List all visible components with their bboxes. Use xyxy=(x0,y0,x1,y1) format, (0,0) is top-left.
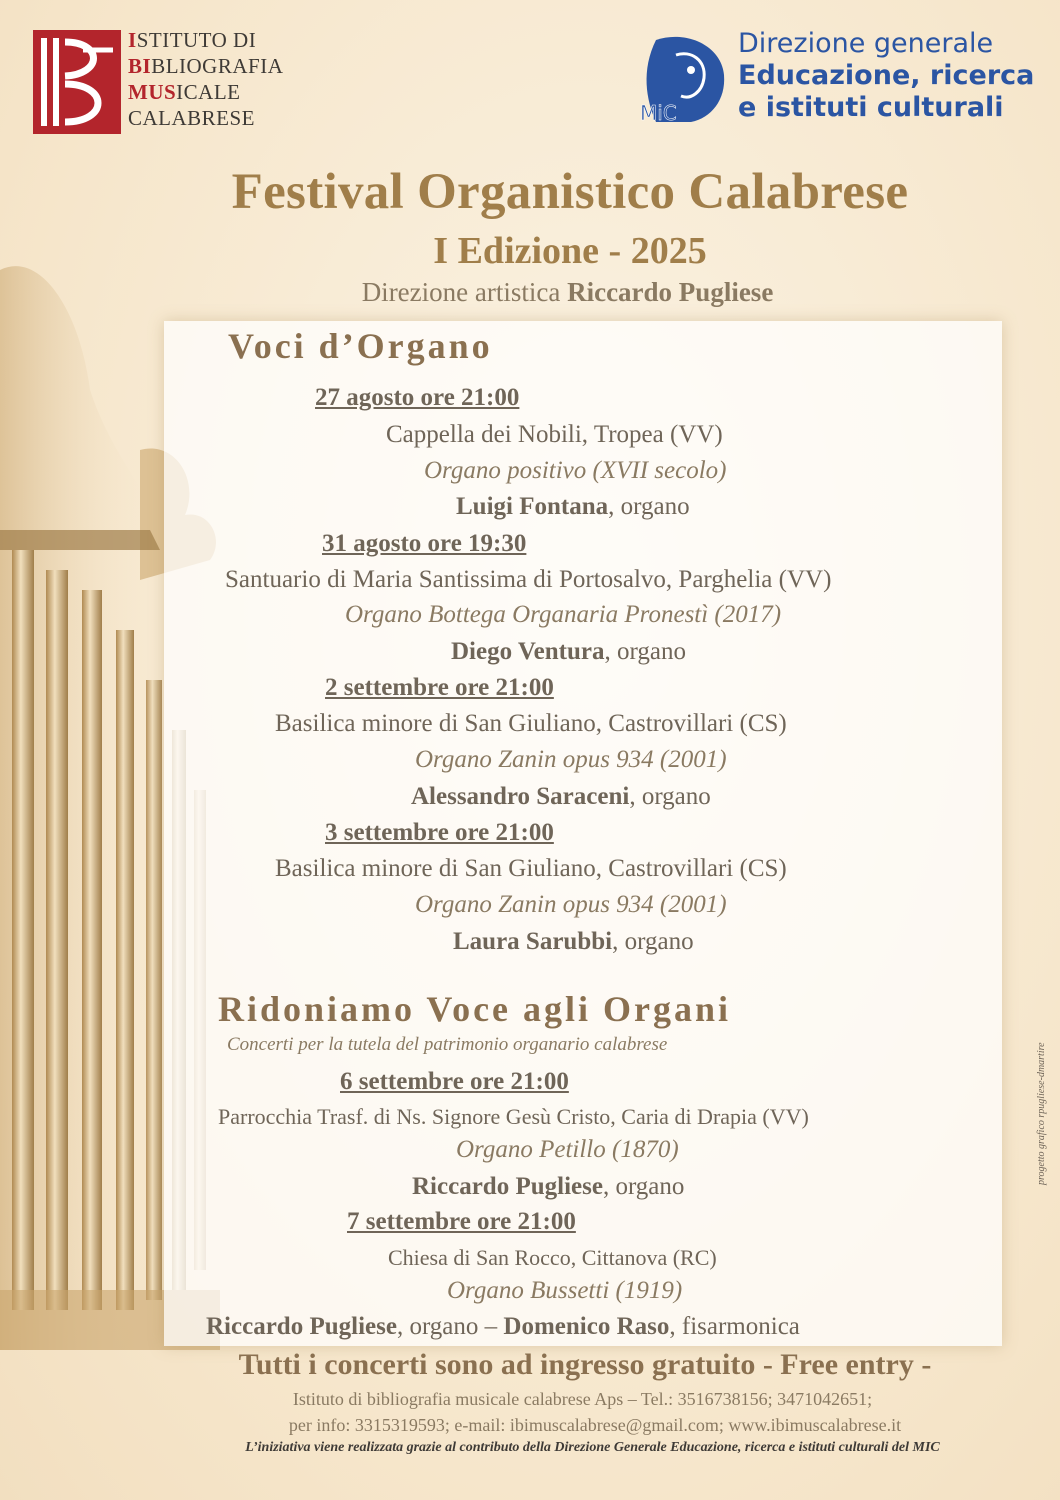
performer-name: Alessandro Saraceni xyxy=(411,783,630,810)
ibmc-initial: I xyxy=(128,28,137,52)
contact-line: Istituto di bibliografia musicale calabrese Aps – Tel.: 3516738156; 3471042651; xyxy=(292,1389,873,1409)
mic-logo xyxy=(636,30,730,124)
performer-name: Diego Ventura xyxy=(451,638,605,665)
performer-name: Riccardo Pugliese xyxy=(206,1313,397,1340)
concert-date: 27 agosto ore 21:00 xyxy=(315,384,520,411)
performer-name: Riccardo Pugliese xyxy=(412,1173,603,1200)
ibmc-line-2: BIBLIOGRAFIA xyxy=(128,54,284,78)
concert-date: 6 settembre ore 21:00 xyxy=(340,1068,569,1095)
concert-venue: Basilica minore di San Giuliano, Castrovillari (CS) xyxy=(275,710,787,737)
section-subtitle: Concerti per la tutela del patrimonio organario calabrese xyxy=(227,1034,668,1055)
concert-organ: Organo Zanin opus 934 (2001) xyxy=(415,746,727,773)
mic-badge: MiC xyxy=(640,101,677,124)
performer-role: , organo xyxy=(629,783,711,810)
concert-performer xyxy=(411,783,711,811)
festival-title: Festival Organistico Calabrese xyxy=(231,164,909,220)
concert-organ: Organo Bottega Organaria Pronestì (2017) xyxy=(345,601,782,628)
mic-name xyxy=(738,28,1034,124)
design-credit: progetto grafico rpugliese-dmartire xyxy=(1036,1042,1047,1185)
performer-role: , organo xyxy=(604,638,686,665)
performer-name-2: Domenico Raso xyxy=(503,1313,670,1340)
concert-venue: Parrocchia Trasf. di Ns. Signore Gesù Cristo, Caria di Drapia (VV) xyxy=(218,1104,809,1129)
concert-venue: Chiesa di San Rocco, Cittanova (RC) xyxy=(388,1245,717,1270)
concert-venue: Santuario di Maria Santissima di Portosalvo, Parghelia (VV) xyxy=(225,566,832,593)
concert-date: 3 settembre ore 21:00 xyxy=(325,819,554,846)
section-title-ridoniamo: Ridoniamo Voce agli Organi xyxy=(218,989,732,1029)
ibmc-name xyxy=(128,27,283,131)
concert-venue: Cappella dei Nobili, Tropea (VV) xyxy=(386,421,723,448)
concert-date: 31 agosto ore 19:30 xyxy=(322,530,527,557)
ibmc-line-4: CALABRESE xyxy=(128,106,256,130)
ibmc-line-1: ISTITUTO DI xyxy=(128,28,257,52)
director-name: Riccardo Pugliese xyxy=(567,277,774,307)
ibmc-initial: MUS xyxy=(128,80,177,104)
concert-venue: Basilica minore di San Giuliano, Castrovillari (CS) xyxy=(275,855,787,882)
info-line: per info: 3315319593; e-mail: ibimuscalabrese@gmail.com; www.ibimuscalabrese.it xyxy=(288,1415,902,1435)
performer-role: , organo xyxy=(612,928,694,955)
mic-line-1: Direzione generale xyxy=(738,28,994,59)
mic-line-3: e istituti culturali xyxy=(738,92,1004,123)
concert-performer xyxy=(451,638,686,666)
concert-performer xyxy=(206,1313,800,1341)
concert-organ: Organo Bussetti (1919) xyxy=(447,1277,683,1304)
performer-role: , organo xyxy=(608,493,690,520)
ibmc-initial: BI xyxy=(128,54,152,78)
concert-organ: Organo Petillo (1870) xyxy=(456,1136,679,1163)
concert-performer xyxy=(412,1173,684,1201)
section-title-voci: Voci d’Organo xyxy=(228,326,493,366)
ibmc-line-3: MUSICALE xyxy=(128,80,241,104)
performer-name: Luigi Fontana xyxy=(456,493,609,520)
concert-organ: Organo positivo (XVII secolo) xyxy=(424,457,727,484)
concert-performer xyxy=(453,928,694,956)
performer-name: Laura Sarubbi xyxy=(453,928,613,955)
performer-role: , organo – xyxy=(396,1313,504,1340)
edition-title: I Edizione - 2025 xyxy=(433,230,707,272)
concert-date: 2 settembre ore 21:00 xyxy=(325,674,554,701)
concert-performer xyxy=(456,493,690,521)
ibmc-logo xyxy=(33,30,121,134)
performer-role-2: , fisarmonica xyxy=(669,1313,800,1340)
performer-role: , organo xyxy=(602,1173,685,1200)
direction-prefix: Direzione artistica xyxy=(361,277,568,307)
concert-date: 7 settembre ore 21:00 xyxy=(347,1208,576,1235)
concert-organ: Organo Zanin opus 934 (2001) xyxy=(415,891,727,918)
artistic-direction xyxy=(0,277,1060,308)
sponsor-note: L’iniziativa viene realizzata grazie al contributo della Direzione Generale Educazione, ricerca e istituti culturali del MIC xyxy=(245,1440,940,1455)
free-entry-note: Tutti i concerti sono ad ingresso gratuito - Free entry - xyxy=(238,1348,932,1381)
mic-line-2: Educazione, ricerca xyxy=(738,60,1035,91)
